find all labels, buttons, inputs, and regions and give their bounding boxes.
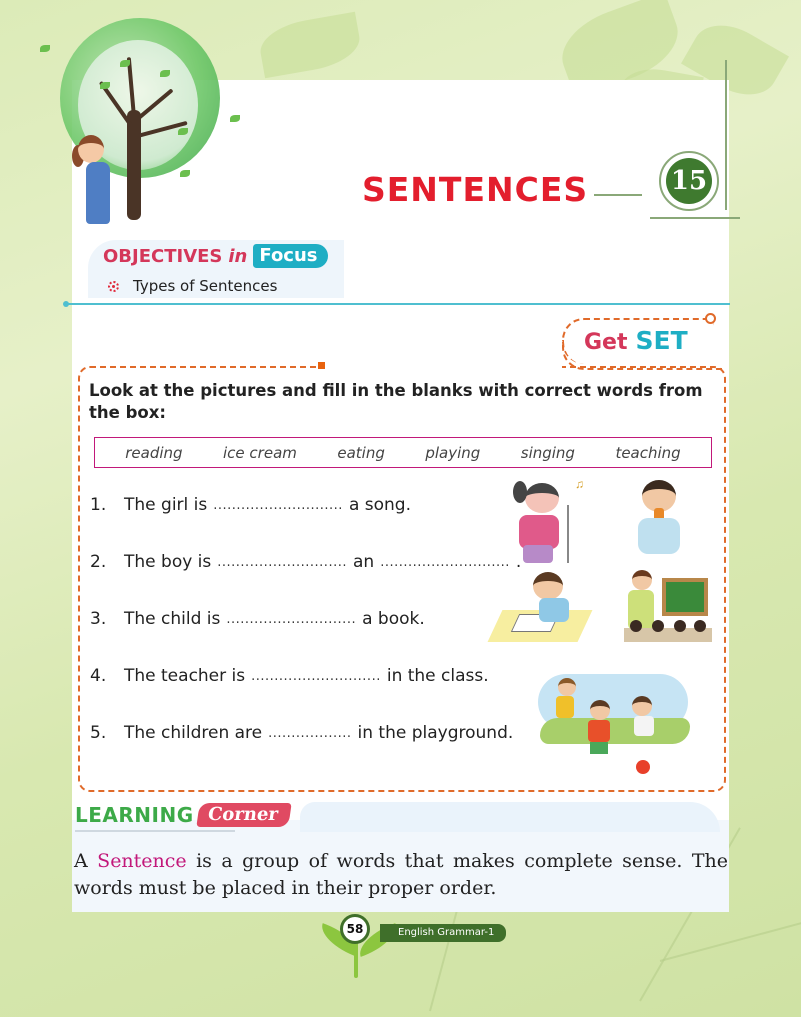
objectives-focus: Focus — [253, 244, 327, 268]
learning-corner-cloud — [300, 802, 720, 832]
word-option: singing — [520, 443, 575, 462]
get-label: Get — [584, 330, 628, 355]
leaf-icon — [120, 60, 130, 67]
definition-term: Sentence — [97, 850, 187, 872]
girl-head — [78, 135, 104, 163]
answer-blank[interactable]: ............................ — [217, 555, 347, 570]
leaf-icon — [178, 128, 188, 135]
question-5 — [90, 723, 513, 743]
word-option: reading — [125, 443, 183, 462]
exercise-instruction: Look at the pictures and fill in the blanks with correct words from the box: — [89, 381, 703, 422]
question-number: 1. — [90, 495, 107, 515]
learning-corner-underline — [75, 830, 235, 832]
objective-text: Types of Sentences — [133, 277, 278, 295]
question-text: a book. — [362, 609, 425, 629]
child-reading-illustration — [495, 570, 585, 645]
girl-body — [86, 162, 110, 224]
learning-label: LEARNING — [75, 803, 194, 827]
teacher-teaching-illustration — [622, 570, 714, 652]
target-bullet-icon — [108, 281, 119, 292]
answer-blank[interactable]: ............................ — [251, 669, 381, 684]
leaf-icon — [40, 45, 50, 52]
children-playing-illustration — [528, 662, 693, 774]
question-text: The girl is — [124, 495, 208, 515]
boy-eating-ice-cream-illustration — [630, 478, 690, 558]
leaf-icon — [160, 70, 170, 77]
definition-prefix: A — [74, 850, 88, 872]
question-text: The child is — [124, 609, 221, 629]
word-option: playing — [425, 443, 481, 462]
exercise-box-marker — [318, 362, 325, 369]
leaf-icon — [180, 170, 190, 177]
word-option: ice cream — [223, 443, 297, 462]
objectives-heading — [103, 244, 328, 268]
learning-corner-heading — [75, 803, 289, 827]
chapter-number-badge: 15 — [666, 158, 712, 204]
word-option: teaching — [615, 443, 681, 462]
background-stroke — [660, 919, 801, 962]
question-3 — [90, 609, 425, 629]
get-set-heading — [584, 326, 688, 355]
set-label: SET — [635, 326, 688, 355]
book-title: English Grammar-1 — [380, 924, 506, 942]
question-4 — [90, 666, 489, 686]
chapter-title: SENTENCES — [362, 170, 589, 209]
question-number: 4. — [90, 666, 107, 686]
answer-blank[interactable]: ............................ — [213, 498, 343, 513]
word-box — [94, 437, 712, 468]
question-text: The children are — [124, 723, 263, 743]
objectives-in: in — [228, 245, 248, 267]
question-text: a song. — [348, 495, 412, 515]
decoration-line — [650, 217, 740, 219]
question-text: The teacher is — [124, 666, 246, 686]
leaf-icon — [230, 115, 240, 122]
word-option: eating — [337, 443, 385, 462]
question-text: in the playground. — [357, 723, 514, 743]
divider-dot — [63, 301, 69, 307]
objectives-divider — [66, 303, 730, 305]
question-number: 3. — [90, 609, 107, 629]
definition-body: is a group of words that makes complete sense. The words must be placed in their proper order. — [74, 850, 728, 899]
objectives-word: OBJECTIVES — [103, 245, 223, 267]
exercise-box-gap — [320, 362, 562, 370]
question-1 — [90, 495, 411, 515]
answer-blank[interactable]: ............................ — [226, 612, 357, 627]
question-number: 2. — [90, 552, 107, 572]
question-text: an — [352, 552, 375, 572]
girl-singing-illustration: ♫ — [505, 475, 595, 565]
corner-label: Corner — [196, 803, 291, 827]
get-set-circle-icon — [705, 313, 716, 324]
question-2 — [90, 552, 521, 572]
page-number: 58 — [340, 914, 370, 944]
footer-stem — [354, 940, 358, 978]
title-decoration-line — [594, 194, 642, 196]
objective-item — [108, 277, 277, 295]
question-text: in the class. — [386, 666, 489, 686]
decoration-line — [725, 60, 727, 210]
question-text: The boy is — [124, 552, 212, 572]
background-leaf — [256, 12, 363, 79]
question-text: . — [515, 552, 522, 572]
question-number: 5. — [90, 723, 107, 743]
learning-corner-text — [74, 848, 728, 902]
answer-blank[interactable]: ............................ — [380, 555, 510, 570]
answer-blank[interactable]: .................. — [268, 726, 352, 741]
leaf-icon — [100, 82, 110, 89]
